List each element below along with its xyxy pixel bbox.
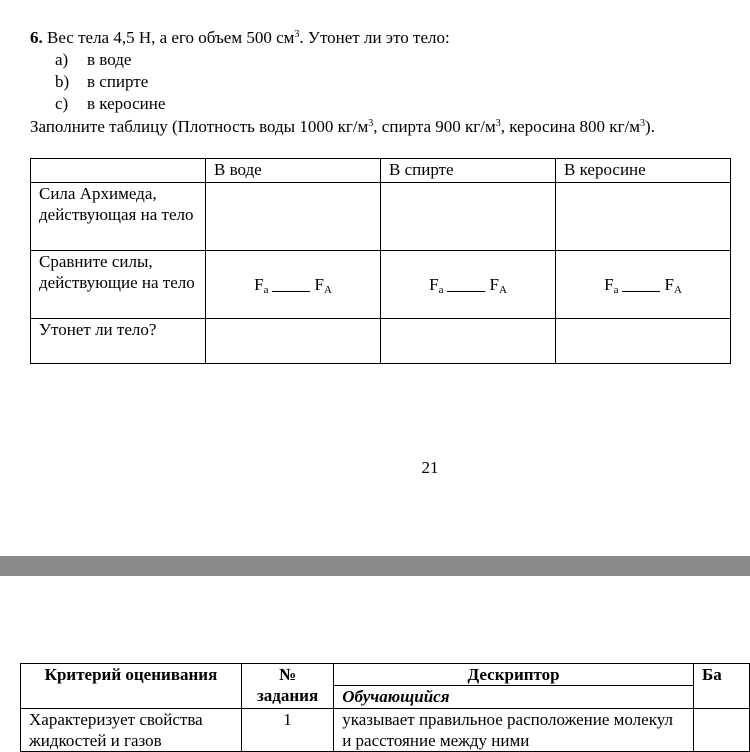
answer-table xyxy=(30,158,731,364)
option-text: в керосине xyxy=(87,94,166,113)
instruction-text xyxy=(30,116,655,138)
option-item xyxy=(55,71,165,93)
problem-sup: 3 xyxy=(294,29,300,40)
header-empty-cell xyxy=(31,159,206,183)
force-weight-sub: a xyxy=(613,284,619,296)
page-separator xyxy=(0,556,750,576)
table-header-row xyxy=(31,159,731,183)
force-archimedes: F xyxy=(314,275,324,294)
header-kerosene: В керосине xyxy=(556,159,731,183)
force-weight: F xyxy=(429,275,439,294)
option-item xyxy=(55,93,165,115)
option-item xyxy=(55,49,165,71)
problem-statement xyxy=(30,27,450,49)
force-archimedes: F xyxy=(664,275,674,294)
table-row xyxy=(31,319,731,364)
problem-number: 6. xyxy=(30,28,43,47)
force-archimedes-sub: A xyxy=(673,284,682,296)
blank-line xyxy=(447,277,485,292)
force-weight: F xyxy=(254,275,264,294)
blank-line xyxy=(622,277,660,292)
instruction-part: ). xyxy=(645,117,655,136)
criteria-table xyxy=(20,663,750,752)
answer-cell[interactable] xyxy=(206,183,381,251)
instruction-part: , спирта 900 кг/м xyxy=(373,117,496,136)
option-text: в спирте xyxy=(87,72,149,91)
blank-line xyxy=(272,277,310,292)
row-label: Сравните силы, действующие на тело xyxy=(31,251,206,319)
header-water: В воде xyxy=(206,159,381,183)
instruction-part: Заполните таблицу (Плотность воды 1000 кг/м xyxy=(30,117,369,136)
options-list xyxy=(55,49,165,115)
answer-cell[interactable] xyxy=(556,183,731,251)
header-score: Ба xyxy=(693,664,749,709)
option-label: c) xyxy=(55,94,69,113)
option-text: в воде xyxy=(87,50,132,69)
row-label: Сила Архимеда, действующая на тело xyxy=(31,183,206,251)
problem-text: Вес тела 4,5 Н, а его объем 500 см xyxy=(42,28,295,47)
table-row xyxy=(31,251,731,319)
force-weight-sub: a xyxy=(263,284,269,296)
table-row xyxy=(31,183,731,251)
page-number: 21 xyxy=(421,458,439,477)
option-label: b) xyxy=(55,72,70,91)
answer-cell[interactable] xyxy=(381,183,556,251)
header-descriptor: Дескриптор xyxy=(334,664,694,686)
force-archimedes-sub: A xyxy=(323,284,332,296)
problem-text-end: . Утонет ли это тело: xyxy=(299,28,450,47)
score-cell xyxy=(693,709,749,752)
task-cell: 1 xyxy=(241,709,333,752)
answer-cell[interactable] xyxy=(206,319,381,364)
header-task: № задания xyxy=(241,664,333,709)
force-weight-sub: a xyxy=(438,284,444,296)
answer-cell[interactable] xyxy=(556,319,731,364)
criterion-cell: Характеризует свойства жидкостей и газов xyxy=(21,709,242,752)
subheader-student: Обучающийся xyxy=(334,686,694,709)
criteria-row xyxy=(21,709,750,752)
header-criterion: Критерий оценивания xyxy=(21,664,242,709)
instruction-sup: 3 xyxy=(640,118,646,129)
row-label: Утонет ли тело? xyxy=(31,319,206,364)
top-edge xyxy=(0,0,750,4)
force-archimedes: F xyxy=(489,275,499,294)
compare-cell[interactable] xyxy=(206,251,381,319)
force-weight: F xyxy=(604,275,614,294)
compare-cell[interactable] xyxy=(381,251,556,319)
instruction-sup: 3 xyxy=(368,118,374,129)
answer-cell[interactable] xyxy=(381,319,556,364)
descriptor-cell: указывает правильное расположение молекул и расстояние между ними xyxy=(334,709,694,752)
criteria-header-row xyxy=(21,664,750,686)
option-label: a) xyxy=(55,50,69,69)
force-archimedes-sub: A xyxy=(498,284,507,296)
instruction-part: , керосина 800 кг/м xyxy=(500,117,641,136)
instruction-sup: 3 xyxy=(495,118,501,129)
compare-cell[interactable] xyxy=(556,251,731,319)
header-alcohol: В спирте xyxy=(381,159,556,183)
